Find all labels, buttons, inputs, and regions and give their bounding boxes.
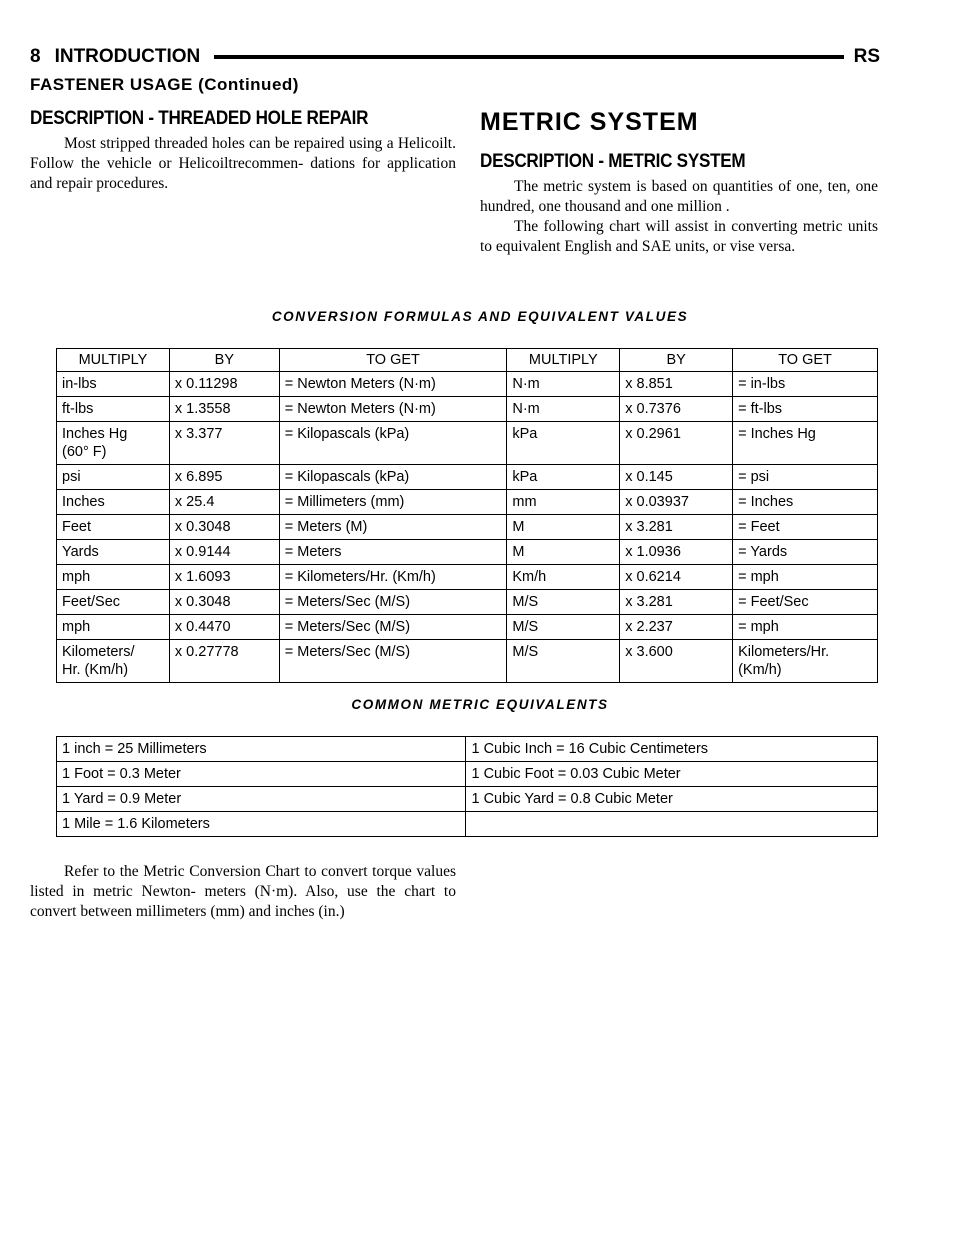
conversion-cell: = Inches <box>733 490 878 515</box>
conversion-cell: Feet <box>57 515 170 540</box>
equivalent-row <box>57 812 878 837</box>
conversion-cell: = in-lbs <box>733 372 878 397</box>
conversion-cell: x 3.377 <box>169 422 279 465</box>
conversion-cell: x 1.3558 <box>169 397 279 422</box>
conversion-cell: = Kilopascals (kPa) <box>279 465 507 490</box>
page-number: 8 <box>30 46 41 67</box>
conversion-cell: x 3.281 <box>620 590 733 615</box>
conversion-cell: x 0.3048 <box>169 590 279 615</box>
conversion-cell: x 0.11298 <box>169 372 279 397</box>
conversion-cell: mm <box>507 490 620 515</box>
conversion-cell: ft-lbs <box>57 397 170 422</box>
conversion-cell: M <box>507 515 620 540</box>
conversion-cell: x 25.4 <box>169 490 279 515</box>
conversion-cell: Km/h <box>507 565 620 590</box>
equivalent-cell: 1 Foot = 0.3 Meter <box>57 762 466 787</box>
conversion-cell: x 2.237 <box>620 615 733 640</box>
page-header <box>30 44 880 70</box>
conversion-cell: = Feet/Sec <box>733 590 878 615</box>
conversion-cell: = psi <box>733 465 878 490</box>
conversion-row <box>57 397 878 422</box>
equivalent-cell: 1 Cubic Yard = 0.8 Cubic Meter <box>466 787 878 812</box>
threaded-hole-paragraph: Most stripped threaded holes can be repaired using a Helicoilt. Follow the vehicle or Helicoiltrecommen- dations for application and repair procedures. <box>30 135 456 192</box>
conversion-row <box>57 615 878 640</box>
conversion-cell: = ft-lbs <box>733 397 878 422</box>
equivalent-cell: 1 Yard = 0.9 Meter <box>57 787 466 812</box>
conversion-row <box>57 640 878 683</box>
conversion-cell: = Meters/Sec (M/S) <box>279 615 507 640</box>
conversion-table <box>56 348 878 683</box>
conversion-cell: Inches <box>57 490 170 515</box>
equivalents-table <box>56 736 878 837</box>
conversion-cell: = Newton Meters (N·m) <box>279 397 507 422</box>
equivalent-row <box>57 737 878 762</box>
equivalent-row <box>57 787 878 812</box>
conversion-header-cell: BY <box>620 349 733 372</box>
conversion-cell: x 0.3048 <box>169 515 279 540</box>
conversion-cell: Kilometers/ Hr. (Km/h) <box>57 640 170 683</box>
conversion-row <box>57 422 878 465</box>
conversion-cell: in-lbs <box>57 372 170 397</box>
conversion-row <box>57 565 878 590</box>
conversion-cell: x 8.851 <box>620 372 733 397</box>
bottom-section <box>30 858 456 922</box>
conversion-cell: = Meters/Sec (M/S) <box>279 640 507 683</box>
metric-description-heading: DESCRIPTION - METRIC SYSTEM <box>480 151 746 172</box>
conversion-header-cell: BY <box>169 349 279 372</box>
conversion-cell: x 0.7376 <box>620 397 733 422</box>
conversion-cell: N·m <box>507 372 620 397</box>
conversion-chart-paragraph: Refer to the Metric Conversion Chart to convert torque values listed in metric Newton- meters (N·m). Also, use the chart to convert between millimeters (mm) and inches (in.) <box>30 863 456 920</box>
conversion-cell: x 6.895 <box>169 465 279 490</box>
conversion-cell: = mph <box>733 615 878 640</box>
conversion-cell: = mph <box>733 565 878 590</box>
continued-title: FASTENER USAGE (Continued) <box>30 75 299 94</box>
conversion-row <box>57 490 878 515</box>
conversion-cell: M/S <box>507 640 620 683</box>
conversion-cell: = Meters/Sec (M/S) <box>279 590 507 615</box>
equivalent-row <box>57 762 878 787</box>
conversion-cell: = Kilopascals (kPa) <box>279 422 507 465</box>
conversion-cell: kPa <box>507 465 620 490</box>
conversion-cell: x 0.2961 <box>620 422 733 465</box>
conversion-cell: x 3.600 <box>620 640 733 683</box>
conversion-row <box>57 465 878 490</box>
conversion-cell: = Meters <box>279 540 507 565</box>
conversion-cell: = Feet <box>733 515 878 540</box>
conversion-cell: x 0.03937 <box>620 490 733 515</box>
header-rule <box>214 55 843 59</box>
equivalent-cell <box>466 812 878 837</box>
conversion-cell: x 1.0936 <box>620 540 733 565</box>
equivalent-cell: 1 Cubic Foot = 0.03 Cubic Meter <box>466 762 878 787</box>
conversion-cell: x 0.6214 <box>620 565 733 590</box>
conversion-header-cell: MULTIPLY <box>57 349 170 372</box>
conversion-header-cell: MULTIPLY <box>507 349 620 372</box>
conversion-cell: M/S <box>507 615 620 640</box>
conversion-row <box>57 372 878 397</box>
conversion-row <box>57 590 878 615</box>
conversion-cell: x 0.4470 <box>169 615 279 640</box>
conversion-cell: psi <box>57 465 170 490</box>
conversion-cell: = Inches Hg <box>733 422 878 465</box>
conversion-cell: M/S <box>507 590 620 615</box>
conversion-cell: x 3.281 <box>620 515 733 540</box>
conversion-header-cell: TO GET <box>279 349 507 372</box>
conversion-cell: x 0.27778 <box>169 640 279 683</box>
conversion-cell: = Yards <box>733 540 878 565</box>
left-column <box>30 108 456 194</box>
conversion-row <box>57 515 878 540</box>
equivalent-cell: 1 Cubic Inch = 16 Cubic Centimeters <box>466 737 878 762</box>
conversion-row <box>57 540 878 565</box>
threaded-hole-heading: DESCRIPTION - THREADED HOLE REPAIR <box>30 108 369 129</box>
metric-system-heading: METRIC SYSTEM <box>480 108 699 136</box>
conversion-cell: Kilometers/Hr. (Km/h) <box>733 640 878 683</box>
conversion-cell: N·m <box>507 397 620 422</box>
conversion-cell: x 1.6093 <box>169 565 279 590</box>
conversion-header-cell: TO GET <box>733 349 878 372</box>
metric-paragraph-2: The following chart will assist in converting metric units to equivalent English and SAE units, or vise versa. <box>480 218 878 255</box>
conversion-cell: kPa <box>507 422 620 465</box>
conversion-cell: Yards <box>57 540 170 565</box>
conversion-cell: x 0.9144 <box>169 540 279 565</box>
conversion-cell: M <box>507 540 620 565</box>
conversion-cell: = Newton Meters (N·m) <box>279 372 507 397</box>
conversion-cell: Inches Hg (60° F) <box>57 422 170 465</box>
conversion-cell: x 0.145 <box>620 465 733 490</box>
conversion-table-title: CONVERSION FORMULAS AND EQUIVALENT VALUES <box>271 309 689 324</box>
conversion-cell: = Meters (M) <box>279 515 507 540</box>
conversion-cell: mph <box>57 615 170 640</box>
section-title: INTRODUCTION <box>54 46 201 67</box>
conversion-cell: = Kilometers/Hr. (Km/h) <box>279 565 507 590</box>
equivalent-cell: 1 Mile = 1.6 Kilometers <box>57 812 466 837</box>
conversion-cell: Feet/Sec <box>57 590 170 615</box>
section-code: RS <box>853 46 880 67</box>
right-column <box>480 108 878 257</box>
equivalent-cell: 1 inch = 25 Millimeters <box>57 737 466 762</box>
equivalents-table-title: COMMON METRIC EQUIVALENTS <box>351 697 609 712</box>
conversion-cell: mph <box>57 565 170 590</box>
metric-paragraph-1: The metric system is based on quantities of one, ten, one hundred, one thousand and one million . <box>480 178 878 215</box>
conversion-cell: = Millimeters (mm) <box>279 490 507 515</box>
